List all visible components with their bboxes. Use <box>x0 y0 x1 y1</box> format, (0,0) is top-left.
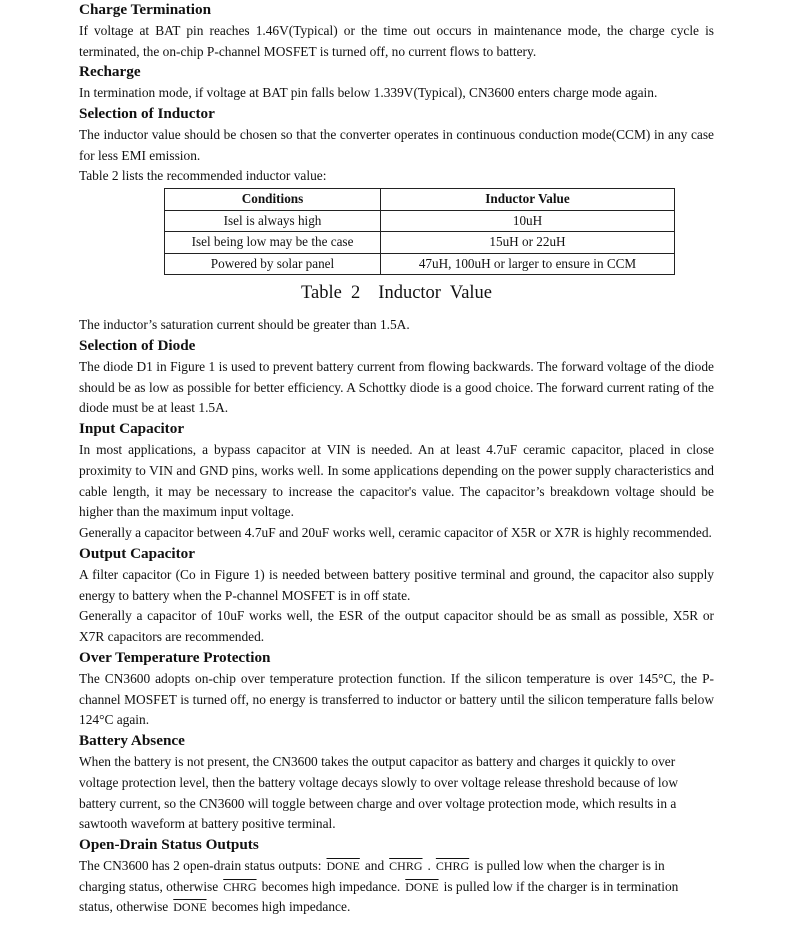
table-header-conditions: Conditions <box>165 189 381 211</box>
paragraph-input-capacitor-1: In most applications, a bypass capacitor at VIN is needed. An at least 4.7uF ceramic capacitor, placed in close proximity to VIN and GND pins, works well. In some applications depending on the power supply characteristics and cable length, it may be necessary to increase the capacitor's value. The capacitor’s breakdown voltage should be higher than the maximum input voltage. <box>79 441 714 520</box>
heading-input-capacitor: Input Capacitor <box>79 420 185 438</box>
table-row <box>165 232 675 254</box>
text-fragment: is pulled low if the charger is in termination status, otherwise <box>79 878 679 915</box>
text-fragment: becomes high impedance. <box>211 899 351 915</box>
table-row <box>165 210 675 232</box>
heading-charge-termination: Charge Termination <box>79 1 212 18</box>
paragraph-input-capacitor-2: Generally a capacitor between 4.7uF and 20uF works well, ceramic capacitor of X5R or X7R is highly recommended. <box>79 525 712 541</box>
table-cell: Isel is always high <box>165 210 381 232</box>
table-row <box>165 253 675 275</box>
inductor-table <box>164 188 675 275</box>
heading-open-drain: Open-Drain Status Outputs <box>79 836 259 854</box>
table-cell: 47uH, 100uH or larger to ensure in CCM <box>381 253 675 275</box>
table-cell: 15uH or 22uH <box>381 232 675 254</box>
paragraph-charge-termination: If voltage at BAT pin reaches 1.46V(Typical) or the time out occurs in maintenance mode, the charge cycle is terminated, the on-chip P-channel MOSFET is turned off, no current flows to battery. <box>79 22 714 59</box>
table-cell: 10uH <box>381 210 675 232</box>
paragraph-over-temperature: The CN3600 adopts on-chip over temperature protection function. If the silicon temperature is over 145°C, the P-channel MOSFET is turned off, no energy is transferred to inductor or battery until the silicon temperature falls below 124°C again. <box>79 670 714 728</box>
text-fragment: and <box>364 857 385 873</box>
table-header-inductor-value: Inductor Value <box>381 189 675 211</box>
paragraph-selection-inductor: The inductor value should be chosen so that the converter operates in continuous conduction mode(CCM) in any case for less EMI emission. <box>79 126 714 163</box>
document-page <box>79 0 714 918</box>
paragraph-saturation: The inductor’s saturation current should be greater than 1.5A. <box>79 317 410 333</box>
paragraph-open-drain: The CN3600 has 2 open-drain status outputs: DONE and CHRG . CHRG is pulled low when the charger is in charging status, otherwise CHRG becomes high impedance. DONE is pulled low if the charger is in termination status, otherwise DONE becomes high impedance. <box>79 857 679 915</box>
chrg-pin-label: CHRG <box>223 879 257 894</box>
chrg-pin-label: CHRG <box>435 858 470 873</box>
chrg-pin-label: CHRG <box>389 858 423 873</box>
done-pin-label: DONE <box>405 879 439 894</box>
paragraph-recharge: In termination mode, if voltage at BAT pin falls below 1.339V(Typical), CN3600 enters charge mode again. <box>79 85 658 101</box>
table-cell: Isel being low may be the case <box>165 232 381 254</box>
done-pin-label: DONE <box>326 858 360 873</box>
paragraph-table-intro: Table 2 lists the recommended inductor value: <box>79 168 327 184</box>
heading-selection-diode: Selection of Diode <box>79 336 196 354</box>
paragraph-battery-absence: When the battery is not present, the CN3600 takes the output capacitor as battery and charges it quickly to over voltage protection level, then the battery voltage decays slowly to over voltage release threshold because of low battery current, so the CN3600 will toggle between charge and over voltage protection mode, which results in a sawtooth waveform at battery positive terminal. <box>79 753 679 832</box>
text-fragment: The CN3600 has 2 open-drain status outputs: <box>79 857 322 873</box>
heading-over-temperature: Over Temperature Protection <box>79 648 271 666</box>
heading-recharge: Recharge <box>79 63 141 81</box>
table-cell: Powered by solar panel <box>165 253 381 275</box>
text-fragment: is pulled low when the charger is in charging status, otherwise <box>79 857 665 894</box>
done-pin-label: DONE <box>173 900 207 915</box>
caption-text: Inductor Value <box>378 283 493 304</box>
heading-output-capacitor: Output Capacitor <box>79 544 196 562</box>
paragraph-selection-diode: The diode D1 in Figure 1 is used to prevent battery current from flowing backwards. The forward voltage of the diode should be as low as possible for better efficiency. A Schottky diode is a good choice. The forward current rating of the diode must be at least 1.5A. <box>79 358 714 416</box>
paragraph-output-capacitor-1: A filter capacitor (Co in Figure 1) is needed between battery positive terminal and ground, the capacitor also supply energy to battery when the P-channel MOSFET is in off state. <box>79 566 714 603</box>
heading-battery-absence: Battery Absence <box>79 732 185 750</box>
table-header-row <box>165 189 675 211</box>
heading-selection-inductor: Selection of Inductor <box>79 104 215 122</box>
caption-number: Table 2 <box>300 283 361 304</box>
paragraph-output-capacitor-2: Generally a capacitor of 10uF works well, the ESR of the output capacitor should be as small as possible, X5R or X7R capacitors are recommended. <box>79 608 714 645</box>
table-caption <box>79 280 714 306</box>
text-fragment: becomes high impedance. <box>261 878 401 894</box>
